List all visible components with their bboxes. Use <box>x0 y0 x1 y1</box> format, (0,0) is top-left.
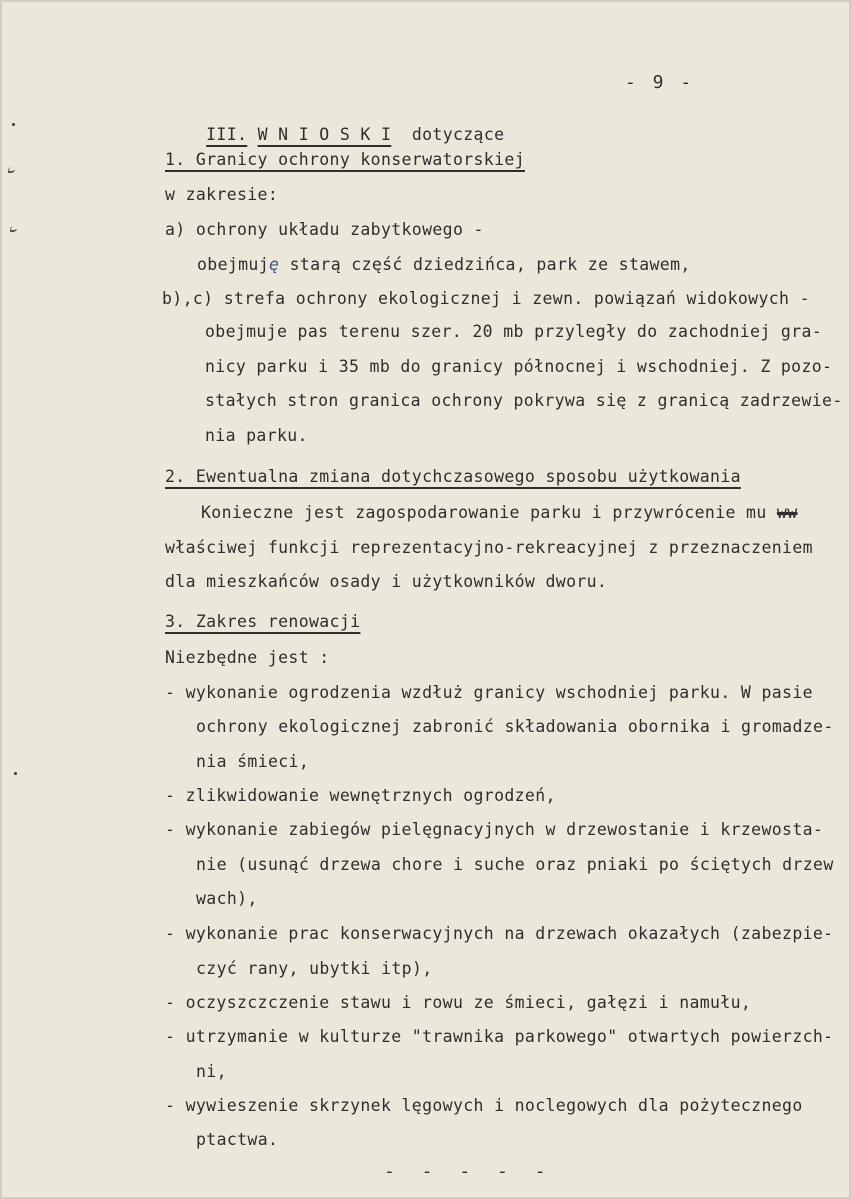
point2-line1-text: Konieczne jest zagospodarowanie parku i przywrócenie mu <box>201 503 767 522</box>
section-numeral: III. <box>206 125 248 144</box>
margin-curl-mark <box>8 167 15 173</box>
point1-line-bc4: stałych stron granica ochrony pokrywa się z granicą zadrzewie- <box>205 391 843 410</box>
point2-line3: dla mieszkańców osady i użytkowników dworu. <box>165 572 608 591</box>
margin-dot-mark <box>14 772 17 775</box>
list-item-continued: nia śmieci, <box>196 752 310 771</box>
list-item: - oczyszczczenie stawu i rowu ze śmieci, gałęzi i namułu, <box>165 993 752 1012</box>
point1-line-a2 <box>197 255 691 275</box>
point1-line-bc3: nicy parku i 35 mb do granicy północnej i wschodniej. Z pozo- <box>205 357 833 376</box>
point1-intro: w zakresie: <box>165 185 279 204</box>
point2-line2: właściwej funkcji reprezentacyjno-rekreacyjnej z przeznaczeniem <box>165 538 813 557</box>
point2-line1 <box>201 503 798 523</box>
point3-intro: Niezbędne jest : <box>165 648 330 667</box>
line-a2-end: starą część dziedzińca, park ze stawem, <box>279 255 691 274</box>
list-item-continued: wach), <box>196 889 258 908</box>
page-number: - 9 - <box>625 72 695 93</box>
list-item: - wykonanie zabiegów pielęgnacyjnych w drzewostanie i krzewosta- <box>165 820 824 839</box>
list-item-continued: ochrony ekologicznej zabronić składowania obornika i gromadze- <box>196 717 834 736</box>
margin-curl-mark <box>10 226 17 232</box>
list-item-continued: nie (usunąć drzewa chore i suche oraz pniaki po ściętych drzew <box>196 855 834 874</box>
section-title-rest: dotyczące <box>411 125 505 144</box>
point1-line-bc5: nia parku. <box>205 426 308 445</box>
point3-heading: 3. Zakres renowacji <box>165 612 361 631</box>
list-item: - zlikwidowanie wewnętrznych ogrodzeń, <box>165 786 556 805</box>
handwritten-correction: ę <box>269 255 280 274</box>
list-item: - utrzymanie w kulturze "trawnika parkowego" otwartych powierzch- <box>165 1027 834 1046</box>
closing-dashes: - - - - - <box>384 1161 554 1182</box>
point1-heading: 1. Granicy ochrony konserwatorskiej <box>165 150 525 169</box>
margin-dot-mark <box>12 123 15 126</box>
list-item-continued: ptactwa. <box>196 1130 279 1149</box>
point1-line-bc: b),c) strefa ochrony ekologicznej i zewn. powiązań widokowych - <box>162 289 810 308</box>
list-item-continued: czyć rany, ubytki itp), <box>196 959 433 978</box>
list-item: - wykonanie ogrodzenia wzdłuż granicy wschodniej parku. W pasie <box>165 683 813 702</box>
point2-heading: 2. Ewentualna zmiana dotychczasowego sposobu użytkowania <box>165 467 741 486</box>
list-item-continued: ni, <box>196 1062 227 1081</box>
list-item: - wykonanie prac konserwacyjnych na drzewach okazałych (zabezpie- <box>165 924 834 943</box>
line-a2-start: obejmuj <box>197 255 269 274</box>
section-title-spaced: W N I O S K I <box>257 125 392 144</box>
list-item: - wywieszenie skrzynek lęgowych i noclegowych dla pożytecznego <box>165 1096 803 1115</box>
point1-line-bc2: obejmuje pas terenu szer. 20 mb przyległy do zachodniej gra- <box>205 322 823 341</box>
struck-out-text: ww <box>776 503 798 522</box>
point1-line-a: a) ochrony układu zabytkowego - <box>165 220 484 239</box>
